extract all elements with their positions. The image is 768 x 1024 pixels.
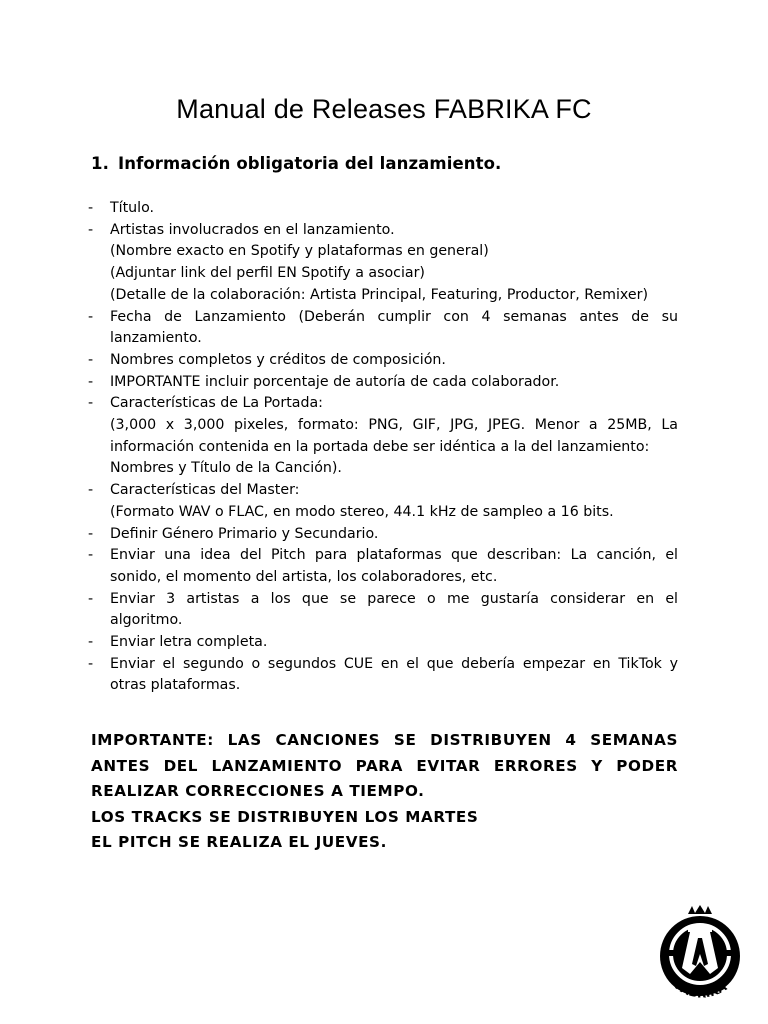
list-item-line: lanzamiento. — [110, 330, 202, 347]
list-item — [88, 350, 678, 372]
list-item-line: (Adjuntar link del perfil EN Spotify a asociar) — [110, 265, 425, 282]
section-heading — [91, 154, 501, 173]
bullet-dash: - — [88, 221, 94, 238]
list-item — [88, 524, 678, 546]
list-item-line: (Formato WAV o FLAC, en modo stereo, 44.1 kHz de sampleo a 16 bits. — [110, 503, 614, 520]
list-item-line: algoritmo. — [110, 612, 183, 629]
list-item-line: Nombres y Título de la Canción). — [110, 460, 342, 477]
important-line: LOS TRACKS SE DISTRIBUYEN LOS MARTES — [91, 807, 479, 826]
list-item — [88, 480, 678, 523]
list-item-line: otras plataformas. — [110, 677, 241, 694]
bullet-dash: - — [88, 373, 94, 390]
bullet-dash: - — [88, 351, 94, 368]
bullet-dash: - — [88, 200, 94, 216]
list-item-line: información contenida en la portada debe ser idéntica a la del lanzamiento: — [110, 438, 650, 455]
list-item-line: (Nombre exacto en Spotify y plataformas en general) — [110, 243, 489, 260]
bullet-dash: - — [88, 634, 94, 651]
list-item — [88, 198, 678, 220]
bullet-dash: - — [88, 482, 94, 499]
important-line: IMPORTANTE: LAS CANCIONES SE DISTRIBUYEN 4 SEMANAS — [91, 731, 678, 749]
list-item-line: Enviar el segundo o segundos CUE en el que debería empezar en TikTok y — [110, 655, 678, 672]
list-item-line: Características de La Portada: — [110, 395, 323, 412]
important-line: REALIZAR CORRECCIONES A TIEMPO. — [91, 782, 425, 801]
list-item — [88, 393, 678, 480]
list-item-line: Nombres completos y créditos de composición. — [110, 351, 446, 368]
list-item-line: Enviar 3 artistas a los que se parece o me gustaría considerar en el — [110, 590, 678, 607]
svg-text:FABRIKA: FABRIKA — [672, 978, 730, 1001]
list-item — [88, 545, 678, 588]
bullet-dash: - — [88, 395, 94, 412]
list-item — [88, 307, 678, 350]
bullet-dash: - — [88, 590, 94, 607]
list-item — [88, 372, 678, 394]
page-title: Manual de Releases FABRIKA FC — [176, 94, 592, 124]
list-item-line: Fecha de Lanzamiento (Deberán cumplir con 4 semanas antes de su — [110, 308, 678, 325]
list-item-line: Título. — [110, 200, 155, 216]
bullet-dash: - — [88, 525, 94, 542]
bullet-dash: - — [88, 655, 94, 672]
requirements-list — [88, 198, 678, 697]
section-heading-text: Información obligatoria del lanzamiento. — [118, 154, 502, 173]
list-item-line: Características del Master: — [110, 482, 300, 499]
list-item-line: (3,000 x 3,000 pixeles, formato: PNG, GIF, JPG, JPEG. Menor a 25MB, La — [110, 417, 678, 434]
list-item-line: (Detalle de la colaboración: Artista Principal, Featuring, Productor, Remixer) — [110, 286, 648, 303]
fabrika-logo-icon — [652, 904, 748, 1008]
list-item — [88, 632, 678, 654]
list-item-line: Enviar una idea del Pitch para plataformas que describan: La canción, el — [110, 547, 678, 564]
list-item-line: Definir Género Primario y Secundario. — [110, 525, 379, 542]
list-item — [88, 220, 678, 307]
list-item-line: Enviar letra completa. — [110, 634, 268, 651]
bullet-dash: - — [88, 547, 94, 564]
list-item-line: sonido, el momento del artista, los colaboradores, etc. — [110, 568, 498, 585]
bullet-dash: - — [88, 308, 94, 325]
important-line: ANTES DEL LANZAMIENTO PARA EVITAR ERRORES Y PODER — [91, 756, 678, 775]
important-line: EL PITCH SE REALIZA EL JUEVES. — [91, 833, 387, 852]
section-number: 1. — [91, 154, 109, 173]
list-item — [88, 654, 678, 697]
list-item-line: IMPORTANTE incluir porcentaje de autoría de cada colaborador. — [110, 373, 560, 390]
list-item-line: Artistas involucrados en el lanzamiento. — [110, 221, 395, 238]
important-notice — [91, 728, 678, 856]
list-item — [88, 589, 678, 632]
